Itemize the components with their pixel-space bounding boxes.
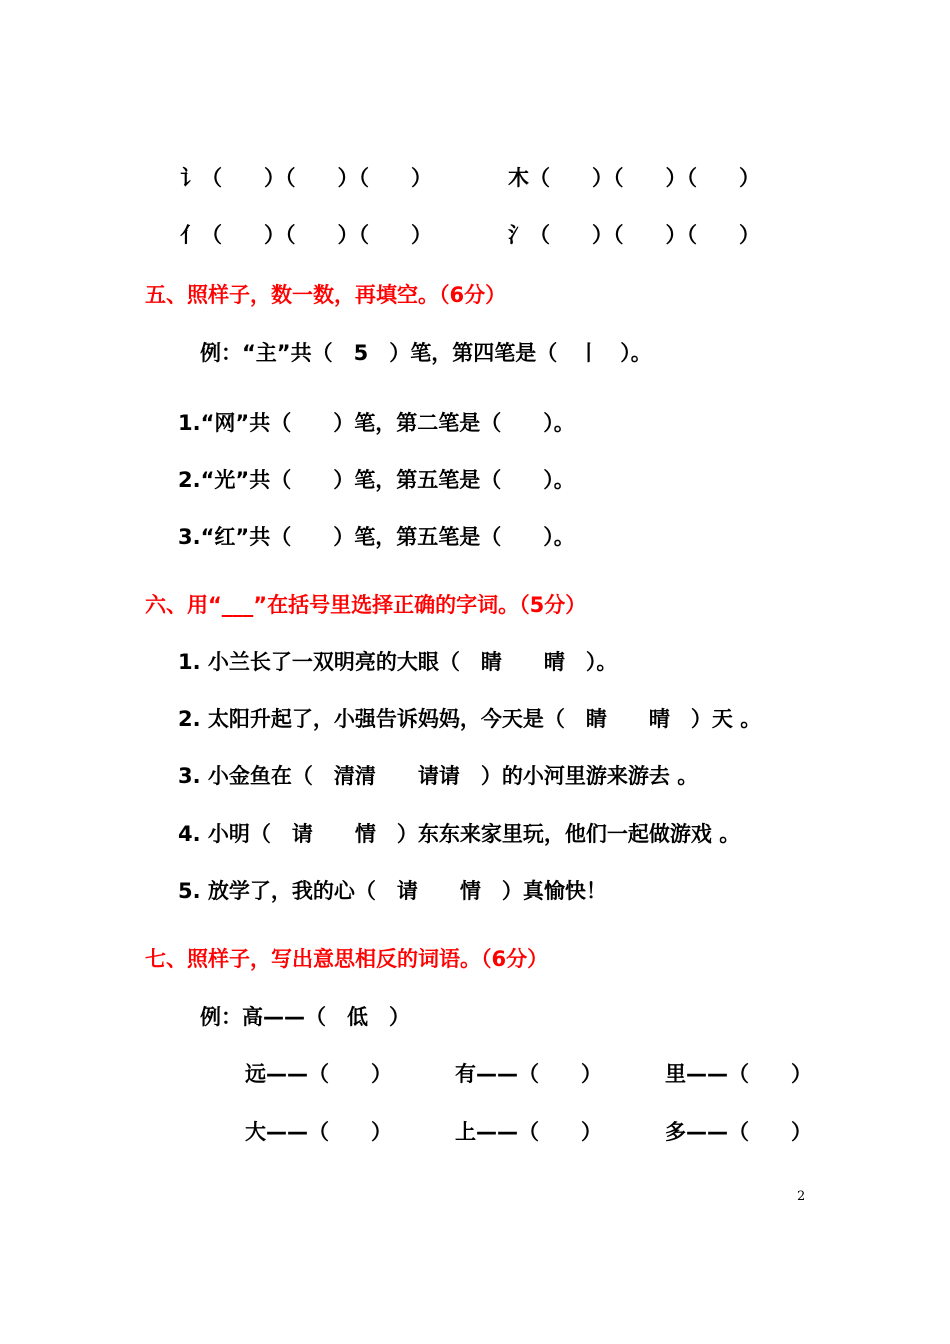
section5-item-2: 2.“光”共（ ）笔，第五笔是（ ）。 (178, 468, 575, 492)
antonym-many: 多——（ ） (665, 1120, 812, 1144)
section5-example: 例：“主”共（ 5 ）笔，第四笔是（ 丨 ）。 (200, 341, 652, 365)
section6-item-4: 4. 小明（ 请 情 ）东东来家里玩，他们一起做游戏 。 (178, 822, 741, 846)
section6-item-5: 5. 放学了，我的心（ 请 情 ）真愉快！ (178, 879, 607, 903)
antonym-up: 上——（ ） (455, 1120, 602, 1144)
antonym-have: 有——（ ） (455, 1062, 602, 1086)
section6-item-2: 2. 太阳升起了，小强告诉妈妈，今天是（ 睛 晴 ）天 。 (178, 707, 762, 731)
section6-item-3: 3. 小金鱼在（ 清清 请请 ）的小河里游来游去 。 (178, 764, 699, 788)
section6-item-1: 1. 小兰长了一双明亮的大眼（ 睛 晴 ）。 (178, 650, 618, 674)
section5-heading: 五、照样子，数一数，再填空。（6分） (145, 283, 507, 307)
antonym-far: 远——（ ） (245, 1062, 392, 1086)
antonym-big: 大——（ ） (245, 1120, 392, 1144)
radical-row-2-left: 亻（ ）（ ）（ ） (180, 223, 432, 247)
radical-row-2-right: 氵（ ）（ ）（ ） (508, 223, 760, 247)
section6-heading: 六、用“___”在括号里选择正确的字词。（5分） (145, 593, 587, 617)
section7-example: 例：高——（ 低 ） (200, 1005, 410, 1029)
radical-row-1-right: 木（ ）（ ）（ ） (508, 166, 760, 190)
section5-item-1: 1.“网”共（ ）笔，第二笔是（ ）。 (178, 411, 575, 435)
section5-item-3: 3.“红”共（ ）笔，第五笔是（ ）。 (178, 525, 575, 549)
section7-heading: 七、照样子，写出意思相反的词语。（6分） (145, 947, 549, 971)
antonym-inside: 里——（ ） (665, 1062, 812, 1086)
radical-row-1-left: 讠（ ）（ ）（ ） (180, 166, 432, 190)
page-number: 2 (797, 1189, 806, 1204)
